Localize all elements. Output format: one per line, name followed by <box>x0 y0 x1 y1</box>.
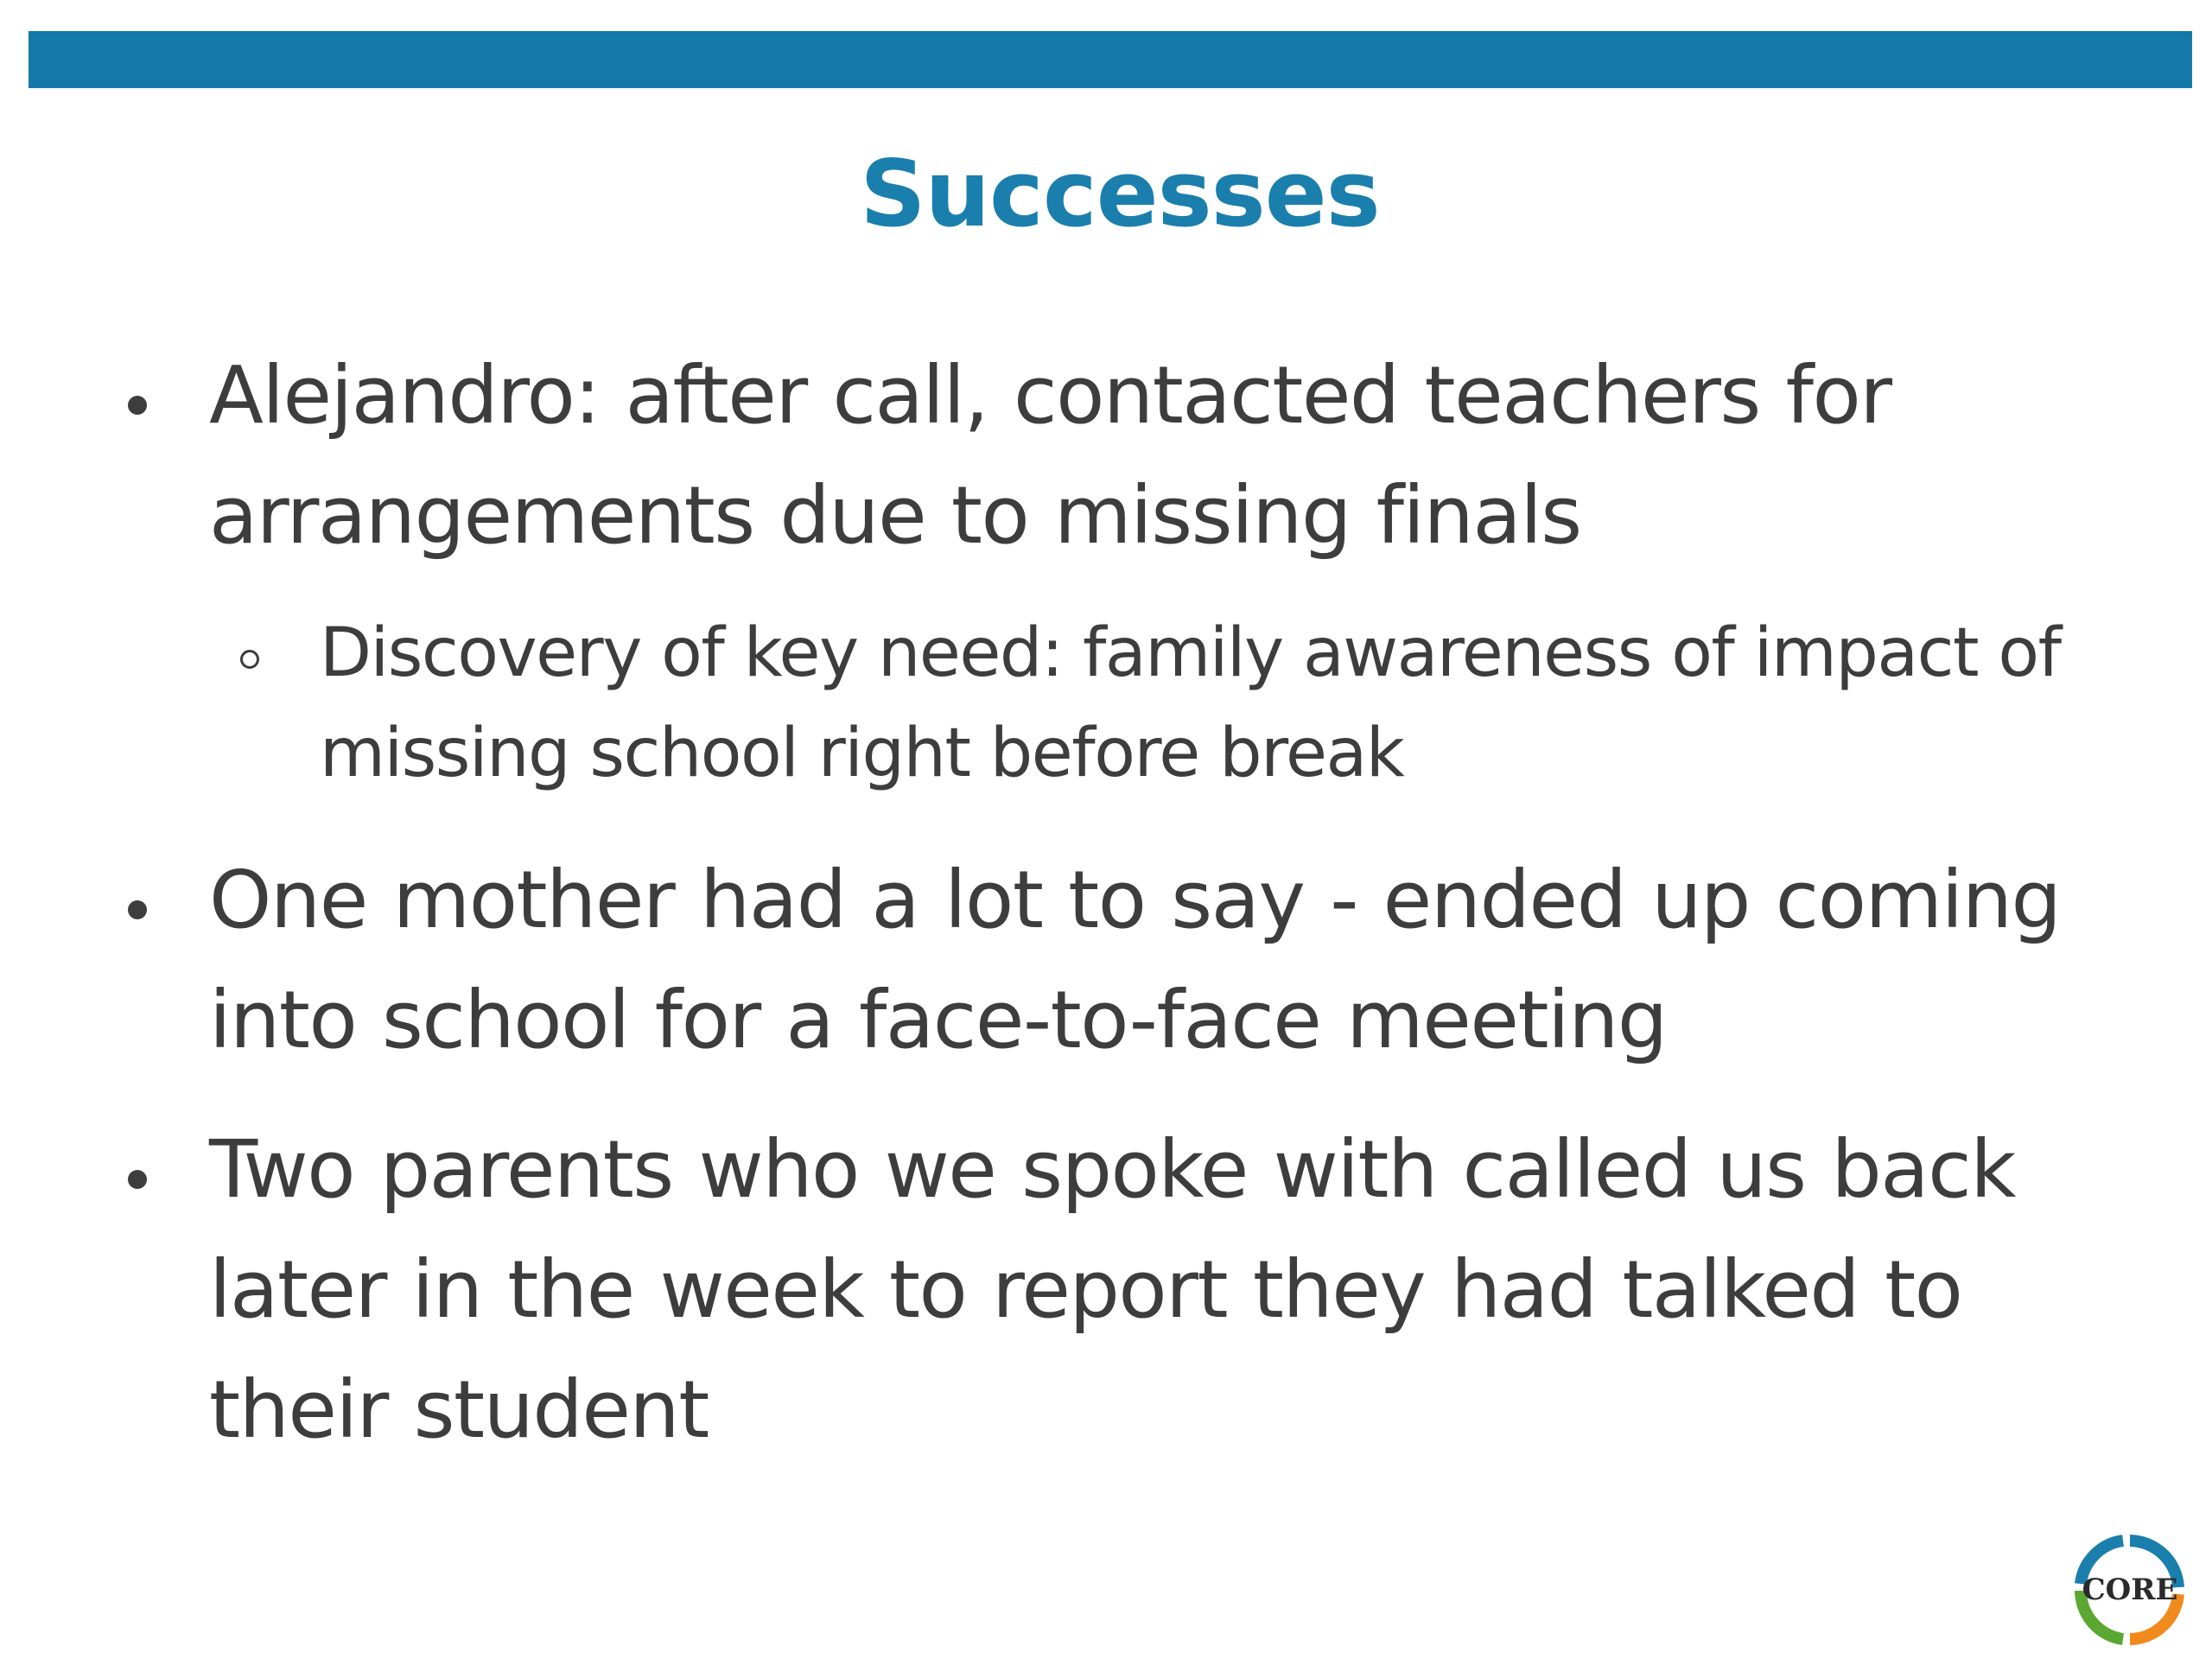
hollow-circle-bullet-icon <box>240 650 259 669</box>
bullet-dot-icon <box>128 1170 147 1189</box>
bullet-text: One mother had a lot to say - ended up coming into school for a face-to-face meeting <box>209 854 2061 1066</box>
logo-label: CORE <box>2082 1573 2178 1607</box>
bullet-text: Alejandro: after call, contacted teachers for arrangements due to missing finals <box>209 349 1891 562</box>
core-logo-icon <box>2069 1534 2190 1646</box>
bullet-text: Two parents who we spoke with called us back later in the week to report they had talked to their student <box>209 1123 2015 1456</box>
sub-bullet-text: Discovery of key need: family awareness of impact of missing school right before break <box>320 614 2061 792</box>
slide-title: Successes <box>860 141 1380 247</box>
bullet-dot-icon <box>128 396 147 415</box>
bullet-dot-icon <box>128 900 147 919</box>
